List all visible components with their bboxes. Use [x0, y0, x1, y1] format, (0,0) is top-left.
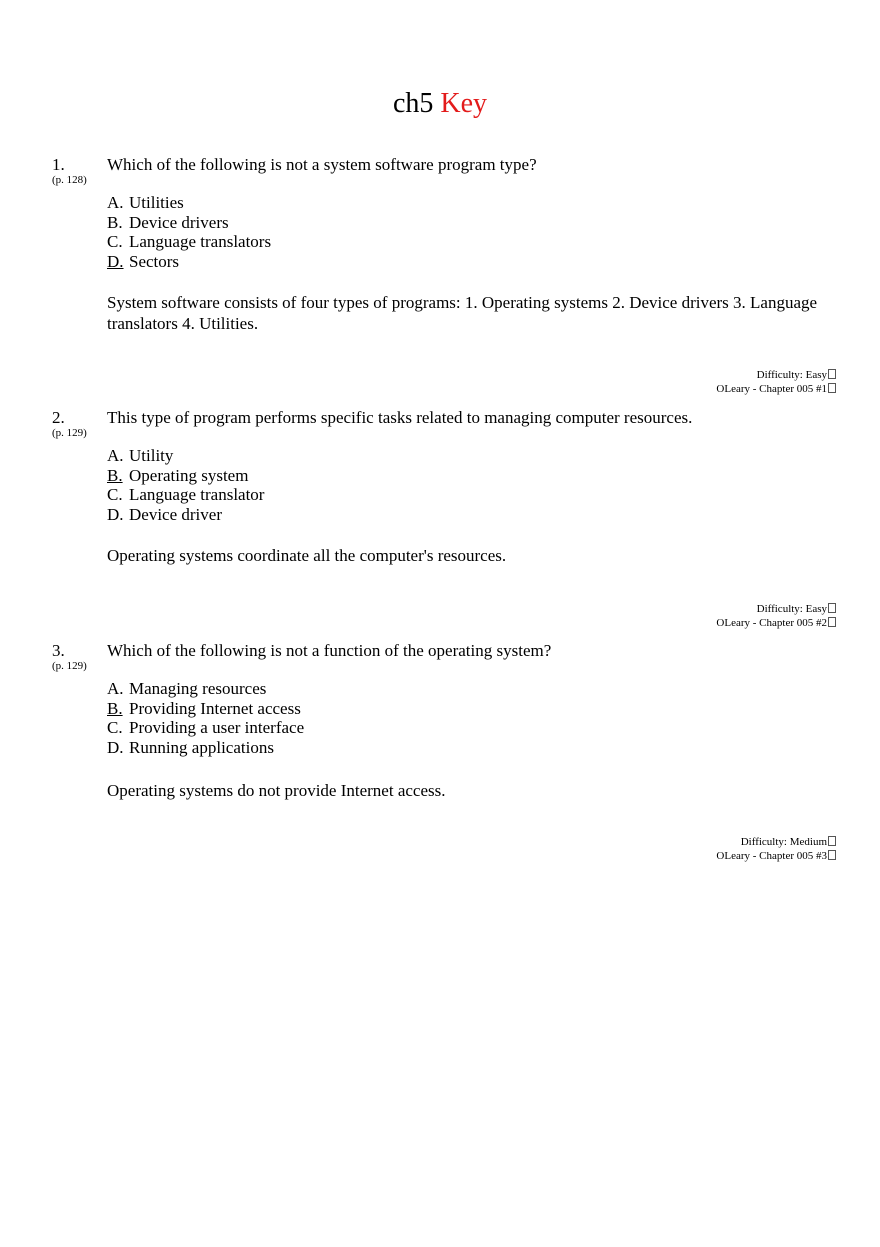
- option-letter: C.: [107, 718, 123, 738]
- difficulty-line: [716, 836, 836, 850]
- correct-option-letter: D.: [107, 251, 124, 271]
- option-c: [107, 718, 304, 738]
- option-text: Providing a user interface: [129, 718, 305, 738]
- correct-option-letter: B.: [107, 465, 123, 485]
- reference: OLeary - Chapter 005 #1: [716, 382, 827, 395]
- missing-glyph-box: [828, 850, 836, 860]
- question-number: 1.: [52, 155, 65, 174]
- option-b: [107, 213, 271, 233]
- missing-glyph-box: [828, 603, 836, 613]
- title-key: Key: [440, 88, 488, 119]
- option-c: [107, 232, 271, 252]
- option-d: [107, 738, 304, 758]
- explanation: Operating systems do not provide Internet access.: [107, 781, 446, 800]
- question-page-ref: (p. 129): [52, 427, 87, 439]
- explanation: Operating systems coordinate all the computer's resources.: [107, 546, 507, 565]
- option-text: Sectors: [129, 251, 180, 271]
- option-b-correct: [107, 466, 264, 486]
- explanation: System software consists of four types of programs: 1. Operating systems 2. Device drivers 3. Language translators 4. Utilities.: [107, 293, 818, 333]
- difficulty-line: [716, 369, 836, 383]
- reference-line: [716, 850, 836, 864]
- difficulty: Difficulty: Easy: [756, 369, 827, 381]
- question-meta: [716, 603, 836, 630]
- question-text: This type of program performs specific tasks related to managing computer resources.: [107, 408, 693, 427]
- option-a: [107, 446, 264, 466]
- question-meta: [716, 836, 836, 863]
- option-text: Running applications: [129, 737, 274, 757]
- answer-options: [107, 193, 271, 271]
- title-prefix: ch5: [392, 88, 434, 119]
- option-text: Language translators: [129, 232, 272, 252]
- option-text: Utility: [129, 446, 174, 465]
- option-text: Providing Internet access: [129, 698, 301, 718]
- option-c: [107, 485, 264, 505]
- reference-line: [716, 617, 836, 631]
- question-number: 3.: [52, 641, 65, 660]
- question-page-ref: (p. 129): [52, 660, 87, 672]
- option-letter: C.: [107, 232, 123, 252]
- option-letter: A.: [107, 446, 124, 465]
- option-text: Device driver: [129, 504, 222, 524]
- option-b-correct: [107, 699, 304, 719]
- option-text: Managing resources: [129, 679, 267, 698]
- missing-glyph-box: [828, 383, 836, 393]
- option-text: Language translator: [129, 485, 265, 505]
- option-a: [107, 679, 304, 699]
- difficulty: Difficulty: Easy: [756, 603, 827, 615]
- question-text: Which of the following is not a system software program type?: [107, 155, 537, 174]
- missing-glyph-box: [828, 369, 836, 379]
- option-letter: B.: [107, 212, 123, 232]
- option-text: Operating system: [129, 465, 249, 485]
- option-d-correct: [107, 252, 271, 272]
- question-meta: [716, 369, 836, 396]
- option-letter: C.: [107, 485, 123, 505]
- answer-options: [107, 446, 264, 524]
- reference: OLeary - Chapter 005 #2: [716, 616, 827, 629]
- reference: OLeary - Chapter 005 #3: [716, 849, 827, 862]
- option-text: Utilities: [129, 193, 184, 212]
- option-letter: A.: [107, 193, 124, 212]
- answer-options: [107, 679, 304, 757]
- difficulty-line: [716, 603, 836, 617]
- missing-glyph-box: [828, 617, 836, 627]
- option-letter: A.: [107, 679, 124, 698]
- option-letter: D.: [107, 737, 124, 757]
- missing-glyph-box: [828, 836, 836, 846]
- difficulty: Difficulty: Medium: [740, 836, 827, 848]
- question-page-ref: (p. 128): [52, 174, 87, 186]
- page-title: [0, 86, 880, 122]
- question-text: Which of the following is not a function of the operating system?: [107, 641, 552, 660]
- option-text: Device drivers: [129, 212, 229, 232]
- correct-option-letter: B.: [107, 698, 123, 718]
- option-letter: D.: [107, 504, 124, 524]
- question-number: 2.: [52, 408, 65, 427]
- option-a: [107, 193, 271, 213]
- option-d: [107, 505, 264, 525]
- reference-line: [716, 383, 836, 397]
